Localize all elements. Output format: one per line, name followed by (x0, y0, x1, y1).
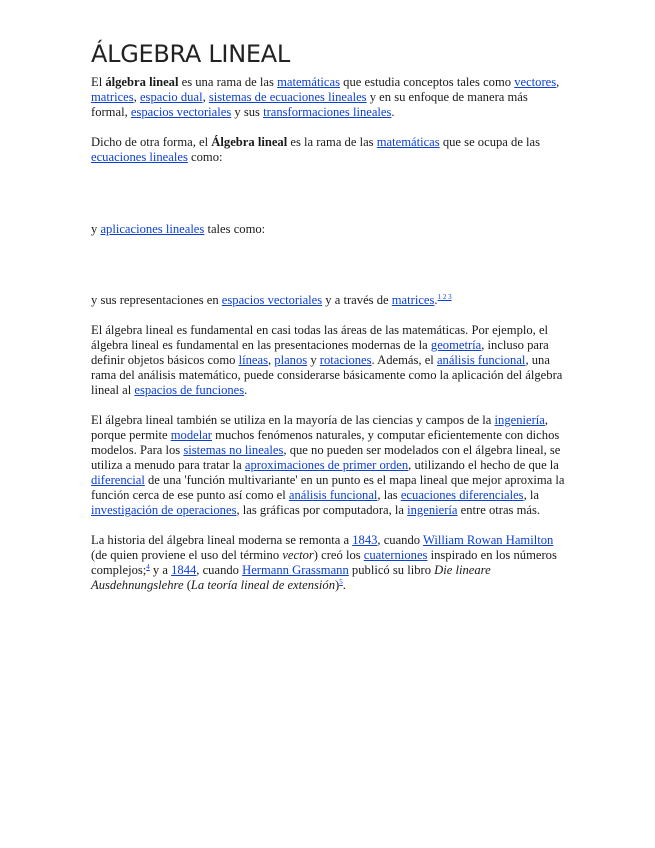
text: muchos fenómenos naturales, y computar eficientemente con dichos modelos. Para los (91, 428, 560, 457)
text: El (91, 75, 106, 89)
paragraph-historia (91, 533, 566, 593)
text: entre otras más. (457, 503, 541, 517)
text: ) creó los (313, 548, 364, 562)
text: . (244, 383, 248, 397)
text: . (391, 105, 395, 119)
text: El álgebra lineal es fundamental en casi todas las áreas de las matemáticas. Por ejemplo, el álgebra lineal es fundamental en las presentaciones modernas de la (91, 323, 549, 352)
link-investigacion-operaciones[interactable]: investigación de operaciones (91, 503, 237, 517)
book-title: Die lineare Ausdehnungslehre (91, 563, 491, 592)
text: , las (377, 488, 401, 502)
citation-4[interactable]: 4 (146, 563, 150, 571)
link-matematicas-2[interactable]: matemáticas (376, 135, 440, 149)
text: tales como: (204, 222, 266, 236)
text: y (91, 222, 101, 236)
text: La historia del álgebra lineal moderna se remonta a (91, 533, 353, 547)
text: , cuando (196, 563, 243, 577)
link-modelar[interactable]: modelar (170, 428, 212, 442)
link-geometria[interactable]: geometría (430, 338, 482, 352)
text: , cuando (377, 533, 423, 547)
text: , incluso para definir objetos básicos como (91, 338, 549, 367)
text: y en su enfoque de manera más formal, (91, 90, 528, 119)
text: El álgebra lineal también se utiliza en la mayoría de las ciencias y campos de la (91, 413, 495, 427)
text: . Además, el (371, 353, 437, 367)
link-matrices-2[interactable]: matrices (391, 293, 435, 307)
link-aproximaciones-primer-orden[interactable]: aproximaciones de primer orden (244, 458, 409, 472)
equation-placeholder (91, 165, 566, 222)
link-hermann-grassmann[interactable]: Hermann Grassmann (242, 563, 349, 577)
link-espacio-dual[interactable]: espacio dual (139, 90, 203, 104)
link-diferencial[interactable]: diferencial (91, 473, 145, 487)
text: , (133, 90, 140, 104)
link-sistemas-ecuaciones-lineales[interactable]: sistemas de ecuaciones lineales (208, 90, 367, 104)
text: Dicho de otra forma, el (91, 135, 212, 149)
text: publicó su libro (348, 563, 435, 577)
link-espacios-vectoriales-2[interactable]: espacios vectoriales (221, 293, 323, 307)
text: . (342, 578, 346, 592)
link-1843[interactable]: 1843 (352, 533, 378, 547)
link-ingenieria-2[interactable]: ingeniería (407, 503, 458, 517)
equation-placeholder (91, 237, 566, 293)
link-analisis-funcional-2[interactable]: análisis funcional (288, 488, 378, 502)
text: (de quien proviene el uso del término (91, 548, 283, 562)
link-sistemas-no-lineales[interactable]: sistemas no lineales (183, 443, 284, 457)
text: , porque permite (91, 413, 549, 442)
text: y a (149, 563, 172, 577)
text: como: (187, 150, 223, 164)
paragraph-definition (91, 135, 566, 165)
text: , que no pueden ser modelados con el álgebra lineal, se utiliza a menudo para tratar la (91, 443, 561, 472)
link-vectores[interactable]: vectores (514, 75, 557, 89)
page-title: ÁLGEBRA LINEAL (91, 40, 290, 68)
paragraph-fundamental (91, 323, 566, 398)
link-espacios-vectoriales[interactable]: espacios vectoriales (130, 105, 232, 119)
document-page (91, 38, 566, 593)
text: ( (183, 578, 191, 592)
link-william-rowan-hamilton[interactable]: William Rowan Hamilton (423, 533, 554, 547)
italic-term: vector (282, 548, 314, 562)
text: , la (523, 488, 539, 502)
text: y sus (231, 105, 264, 119)
link-rotaciones[interactable]: rotaciones (319, 353, 372, 367)
link-espacios-de-funciones[interactable]: espacios de funciones (134, 383, 245, 397)
link-transformaciones-lineales[interactable]: transformaciones lineales (263, 105, 392, 119)
text: ) (335, 578, 340, 592)
citation-5[interactable]: 5 (339, 578, 343, 586)
text: , (202, 90, 209, 104)
bold-term: álgebra lineal (105, 75, 179, 89)
link-1844[interactable]: 1844 (171, 563, 197, 577)
text: . (434, 293, 438, 307)
link-aplicaciones-lineales[interactable]: aplicaciones lineales (100, 222, 205, 236)
text: y a través de (322, 293, 392, 307)
paragraph-aplicaciones-ciencias (91, 413, 566, 518)
book-title-translation: La teoría lineal de extensión (190, 578, 336, 592)
paragraph-aplicaciones (91, 222, 566, 237)
text: que se ocupa de las (439, 135, 541, 149)
text: y (307, 353, 320, 367)
text: , (556, 75, 560, 89)
text: , las gráficas por computadora, la (236, 503, 408, 517)
link-cuaterniones[interactable]: cuaterniones (363, 548, 428, 562)
link-ecuaciones-lineales[interactable]: ecuaciones lineales (91, 150, 188, 164)
link-ingenieria[interactable]: ingeniería (494, 413, 545, 427)
link-planos[interactable]: planos (274, 353, 308, 367)
text: que estudia conceptos tales como (340, 75, 515, 89)
text: es la rama de las (287, 135, 377, 149)
paragraph-intro (91, 75, 566, 120)
text: , una rama del análisis matemático, puede considerarse básicamente como la aplicación del álgebra lineal al (91, 353, 563, 397)
link-analisis-funcional[interactable]: análisis funcional (436, 353, 526, 367)
text: , (268, 353, 275, 367)
link-matrices[interactable]: matrices (91, 90, 134, 104)
text: y sus representaciones en (91, 293, 222, 307)
bold-term: Álgebra lineal (211, 135, 288, 149)
paragraph-representaciones (91, 293, 566, 308)
text: inspirado en los números complejos; (91, 548, 557, 577)
link-lineas[interactable]: líneas (238, 353, 268, 367)
text: es una rama de las (178, 75, 278, 89)
text: de una 'función multivariante' en un punto es el mapa lineal que mejor aproxima la función cerca de ese punto así como el (91, 473, 565, 502)
citation-1-2-3[interactable]: 1 2 3 (437, 293, 452, 301)
link-matematicas[interactable]: matemáticas (277, 75, 341, 89)
link-ecuaciones-diferenciales[interactable]: ecuaciones diferenciales (400, 488, 524, 502)
text: , utilizando el hecho de que la (408, 458, 559, 472)
